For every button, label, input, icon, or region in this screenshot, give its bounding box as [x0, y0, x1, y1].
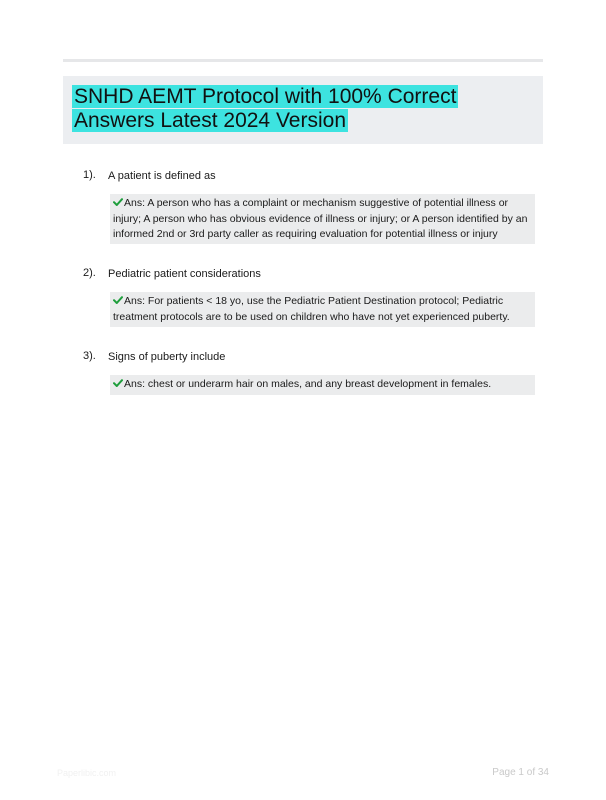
answer-box — [110, 194, 535, 244]
answer-text: Ans: A person who has a complaint or mechanism suggestive of potential illness or injury; A person who has obvious evidence of illness or injury; or A person identified by an informed 2nd or 3rd party caller as requiring evaluation for potential illness or injury — [113, 197, 528, 240]
title-banner — [63, 76, 543, 144]
page-title — [72, 85, 512, 133]
question-number: 3). — [83, 350, 96, 362]
page-indicator: Page 1 of 34 — [492, 767, 549, 778]
question-text: A patient is defined as — [108, 170, 216, 182]
checkmark-icon — [113, 295, 123, 305]
checkmark-icon — [113, 378, 123, 388]
top-divider — [63, 59, 543, 62]
question-number: 1). — [83, 169, 96, 181]
checkmark-icon — [113, 197, 123, 207]
footer-watermark: Paperlibic.com — [57, 768, 117, 778]
question-number: 2). — [83, 267, 96, 279]
title-highlight: SNHD AEMT Protocol with 100% Correct Answers Latest 2024 Version — [74, 85, 457, 132]
answer-text: Ans: For patients < 18 yo, use the Pediatric Patient Destination protocol; Pediatric treatment protocols are to be used on children who have not yet experienced puberty. — [113, 295, 510, 323]
answer-box — [110, 375, 535, 395]
question-text: Signs of puberty include — [108, 351, 226, 363]
answer-box — [110, 292, 535, 327]
answer-text: Ans: chest or underarm hair on males, and any breast development in females. — [124, 378, 492, 390]
question-text: Pediatric patient considerations — [108, 268, 261, 280]
